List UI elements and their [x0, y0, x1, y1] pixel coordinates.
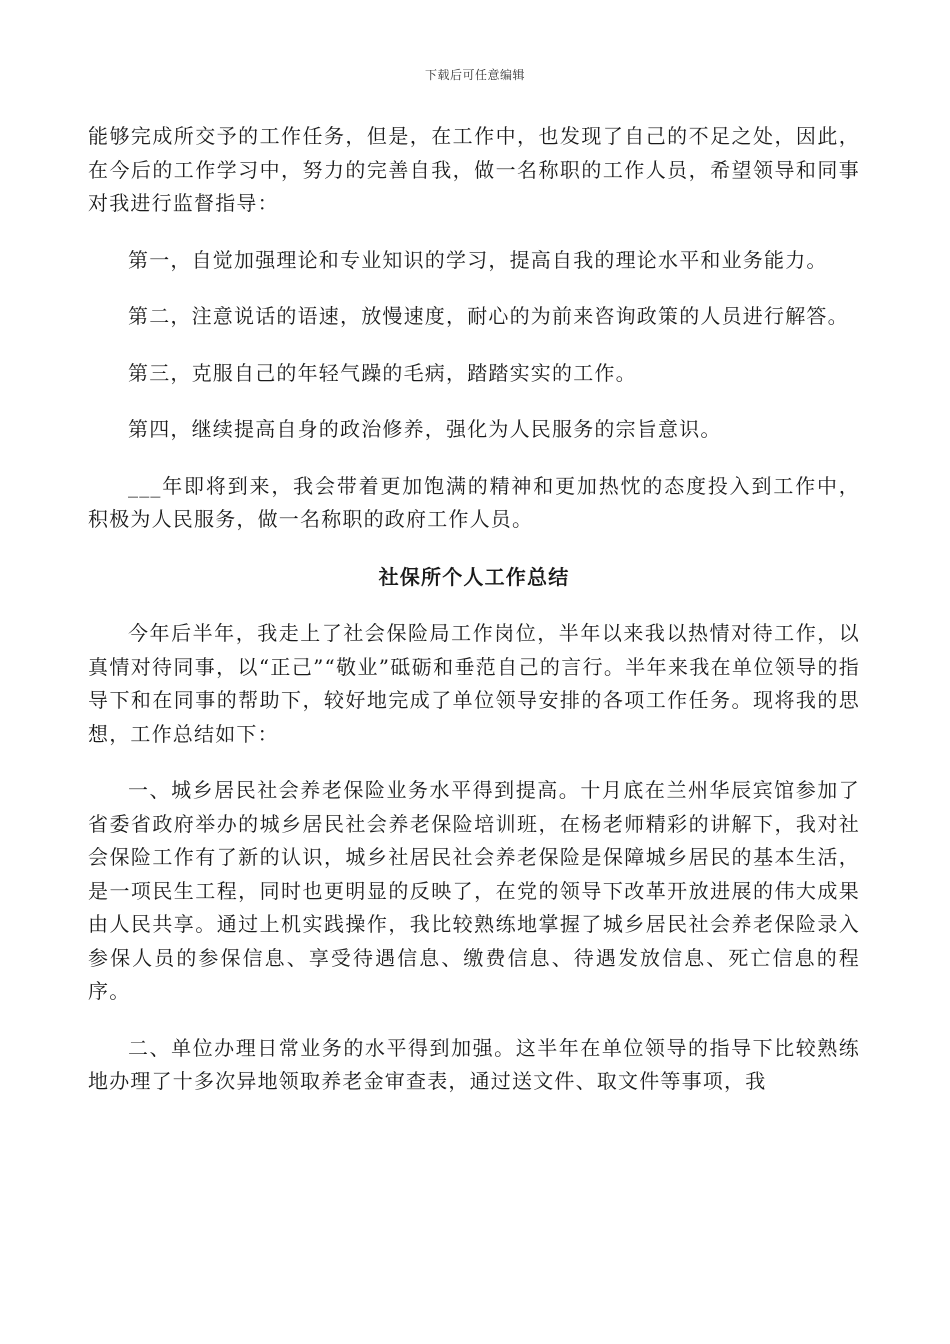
paragraph-section-1: 一、城乡居民社会养老保险业务水平得到提高。十月底在兰州华辰宾馆参加了省委省政府举办的城乡居民社会养老保险培训班，在杨老师精彩的讲解下，我对社会保险工作有了新的认识，城乡社居民社会养老保险是保障城乡居民的基本生活，是一项民生工程，同时也更明显的反映了，在党的领导下改革开放进展的伟大成果由人民共享。通过上机实践操作，我比较熟练地掌握了城乡居民社会养老保险录入参保人员的参保信息、享受待遇信息、缴费信息、待遇发放信息、死亡信息的程序。	[88, 778, 860, 1003]
paragraph-section-2: 二、单位办理日常业务的水平得到加强。这半年在单位领导的指导下比较熟练地办理了十多次异地领取养老金审查表，通过送文件、取文件等事项，我	[88, 1035, 860, 1093]
section-title: 社保所个人工作总结	[378, 564, 570, 589]
paragraph-point-2: 第二，注意说话的语速，放慢速度，耐心的为前来咨询政策的人员进行解答。	[128, 304, 849, 328]
paragraph-point-1: 第一，自觉加强理论和专业知识的学习，提高自我的理论水平和业务能力。	[128, 247, 828, 272]
paragraph-intro: 今年后半年，我走上了社会保险局工作岗位，半年以来我以热情对待工作，以真情对待同事，以“正己”“敬业”砥砺和垂范自己的言行。半年来我在单位领导的指导下和在同事的帮助下，较好地完成了单位领导安排的各项工作任务。现将我的思想，工作总结如下：	[88, 621, 860, 746]
paragraph-point-4: 第四，继续提高自身的政治修养，强化为人民服务的宗旨意识。	[128, 417, 722, 441]
document-body	[88, 120, 860, 1099]
header-note: 下载后可任意编辑	[424, 68, 525, 82]
paragraph-continuation: 能够完成所交予的工作任务，但是，在工作中，也发现了自己的不足之处，因此，在今后的工作学习中，努力的完善自我，做一名称职的工作人员，希望领导和同事对我进行监督指导：	[88, 124, 860, 215]
paragraph-closing: ___年即将到来，我会带着更加饱满的精神和更加热忱的态度投入到工作中，积极为人民服务，做一名称职的政府工作人员。	[88, 473, 860, 531]
paragraph-point-3: 第三，克服自己的年轻气躁的毛病，踏踏实实的工作。	[128, 360, 637, 385]
